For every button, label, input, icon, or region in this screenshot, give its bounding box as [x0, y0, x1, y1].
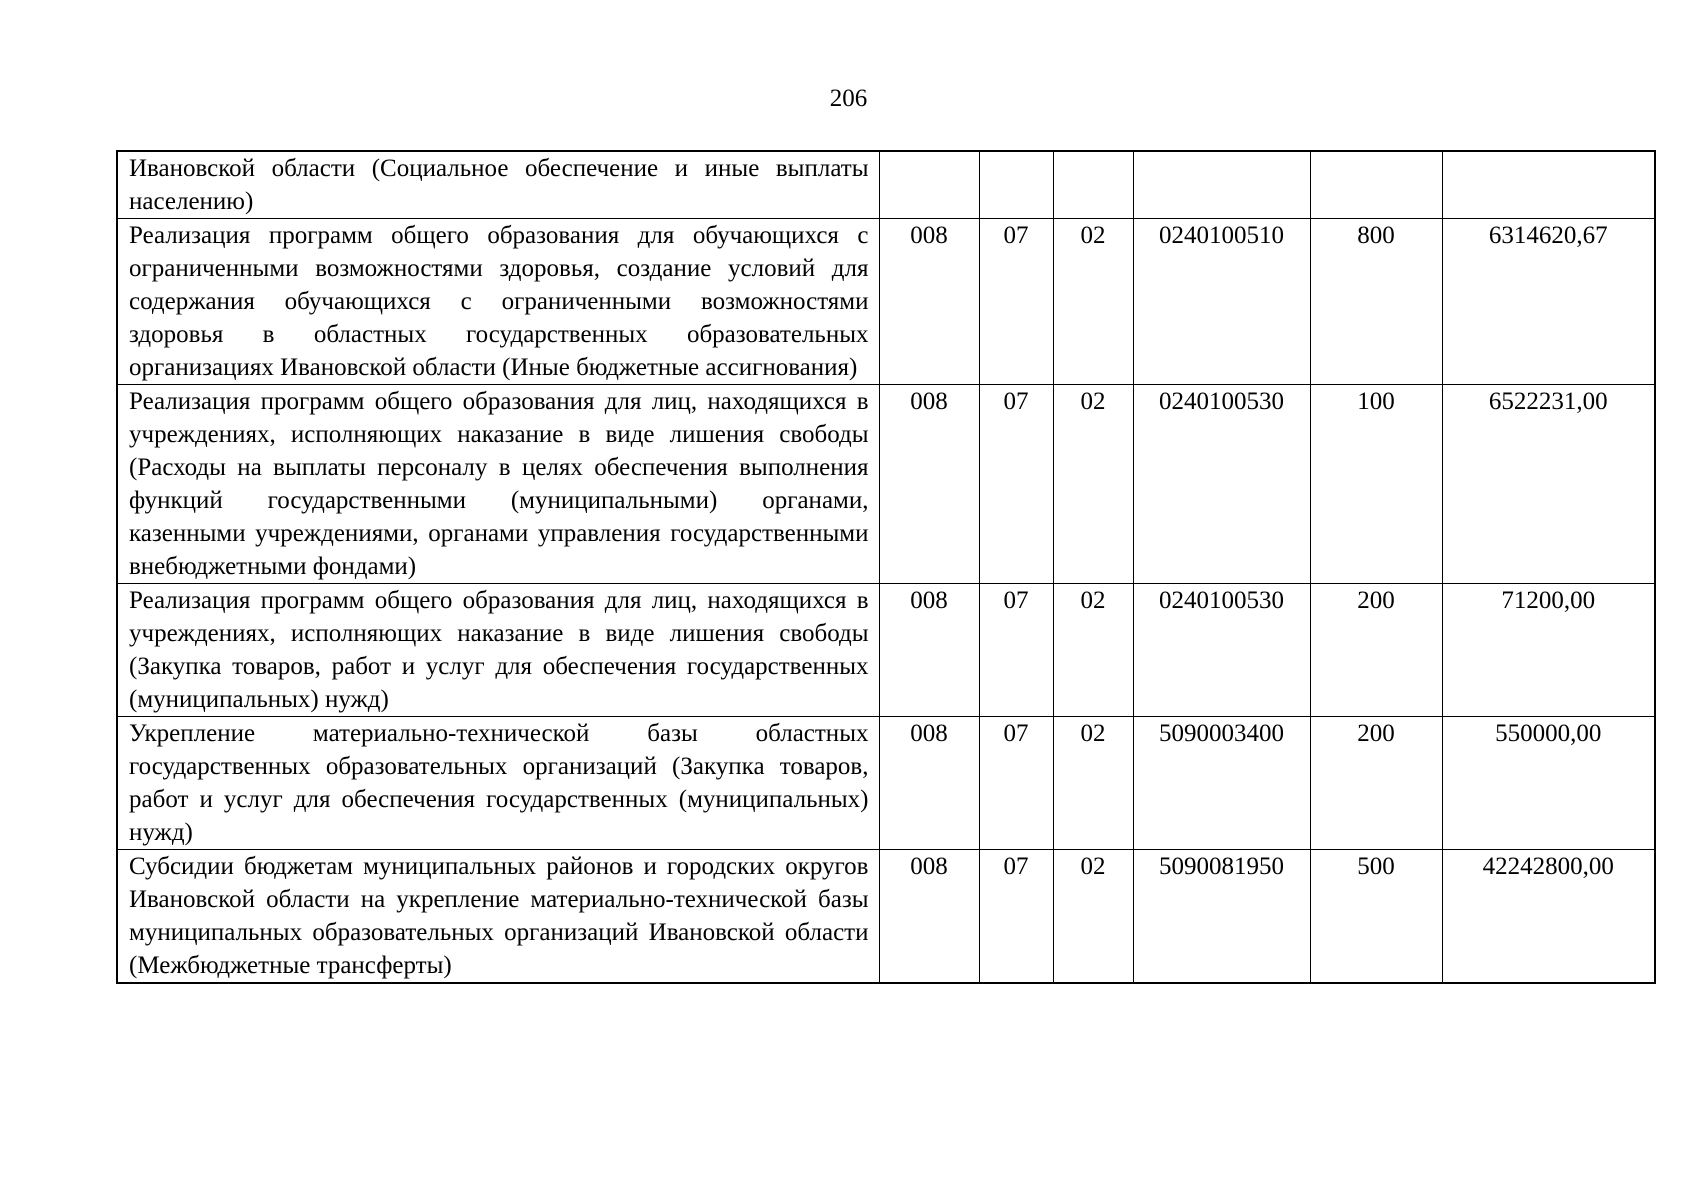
row-section-code: 07: [979, 584, 1053, 717]
row-subsection-code: 02: [1053, 850, 1133, 984]
table-row: [117, 385, 1655, 584]
row-subsection-code: 02: [1053, 717, 1133, 850]
row-description: Укрепление материально-технической базы областных государственных образовательных организаций (Закупка товаров, работ и услуг для обеспечения государственных (муниципальных) нужд): [117, 717, 879, 850]
row-section-code: 07: [979, 717, 1053, 850]
row-ved-code: 008: [879, 850, 979, 984]
row-target-article: 0240100530: [1133, 385, 1310, 584]
table-row: [117, 717, 1655, 850]
row-sum: 71200,00: [1442, 584, 1655, 717]
row-expense-type: 100: [1310, 385, 1442, 584]
row-sum: 550000,00: [1442, 717, 1655, 850]
row-sum: 42242800,00: [1442, 850, 1655, 984]
row-subsection-code: 02: [1053, 219, 1133, 385]
row-target-article: 0240100530: [1133, 584, 1310, 717]
table-row: [117, 219, 1655, 385]
row-section-code: 07: [979, 219, 1053, 385]
row-subsection-code: [1053, 151, 1133, 219]
row-expense-type: 200: [1310, 717, 1442, 850]
row-expense-type: 200: [1310, 584, 1442, 717]
row-description: Субсидии бюджетам муниципальных районов и городских округов Ивановской области на укрепление материально-технической базы муниципальных образовательных организаций Ивановской области (Межбюджетные трансферты): [117, 850, 879, 984]
table-row: [117, 151, 1655, 219]
row-description: Ивановской области (Социальное обеспечение и иные выплаты населению): [117, 151, 879, 219]
row-description: Реализация программ общего образования для лиц, находящихся в учреждениях, исполняющих наказание в виде лишения свободы (Закупка товаров, работ и услуг для обеспечения государственных (муниципальных) нужд): [117, 584, 879, 717]
budget-table: [116, 150, 1656, 984]
row-section-code: 07: [979, 385, 1053, 584]
row-target-article: 5090003400: [1133, 717, 1310, 850]
row-description: Реализация программ общего образования для обучающихся с ограниченными возможностями здоровья, создание условий для содержания обучающихся с ограниченными возможностями здоровья в областных государственных образовательных организациях Ивановской области (Иные бюджетные ассигнования): [117, 219, 879, 385]
row-description: Реализация программ общего образования для лиц, находящихся в учреждениях, исполняющих наказание в виде лишения свободы (Расходы на выплаты персоналу в целях обеспечения выполнения функций государственными (муниципальными) органами, казенными учреждениями, органами управления государственными внебюджетными фондами): [117, 385, 879, 584]
row-subsection-code: 02: [1053, 584, 1133, 717]
row-ved-code: 008: [879, 219, 979, 385]
page-number: 206: [829, 85, 868, 112]
row-target-article: 0240100510: [1133, 219, 1310, 385]
row-expense-type: [1310, 151, 1442, 219]
row-target-article: [1133, 151, 1310, 219]
row-target-article: 5090081950: [1133, 850, 1310, 984]
table-row: [117, 584, 1655, 717]
table-row: [117, 850, 1655, 984]
row-sum: 6522231,00: [1442, 385, 1655, 584]
row-expense-type: 800: [1310, 219, 1442, 385]
row-section-code: [979, 151, 1053, 219]
row-subsection-code: 02: [1053, 385, 1133, 584]
row-ved-code: 008: [879, 385, 979, 584]
row-ved-code: 008: [879, 584, 979, 717]
row-ved-code: 008: [879, 717, 979, 850]
row-sum: 6314620,67: [1442, 219, 1655, 385]
row-sum: [1442, 151, 1655, 219]
row-expense-type: 500: [1310, 850, 1442, 984]
row-ved-code: [879, 151, 979, 219]
row-section-code: 07: [979, 850, 1053, 984]
